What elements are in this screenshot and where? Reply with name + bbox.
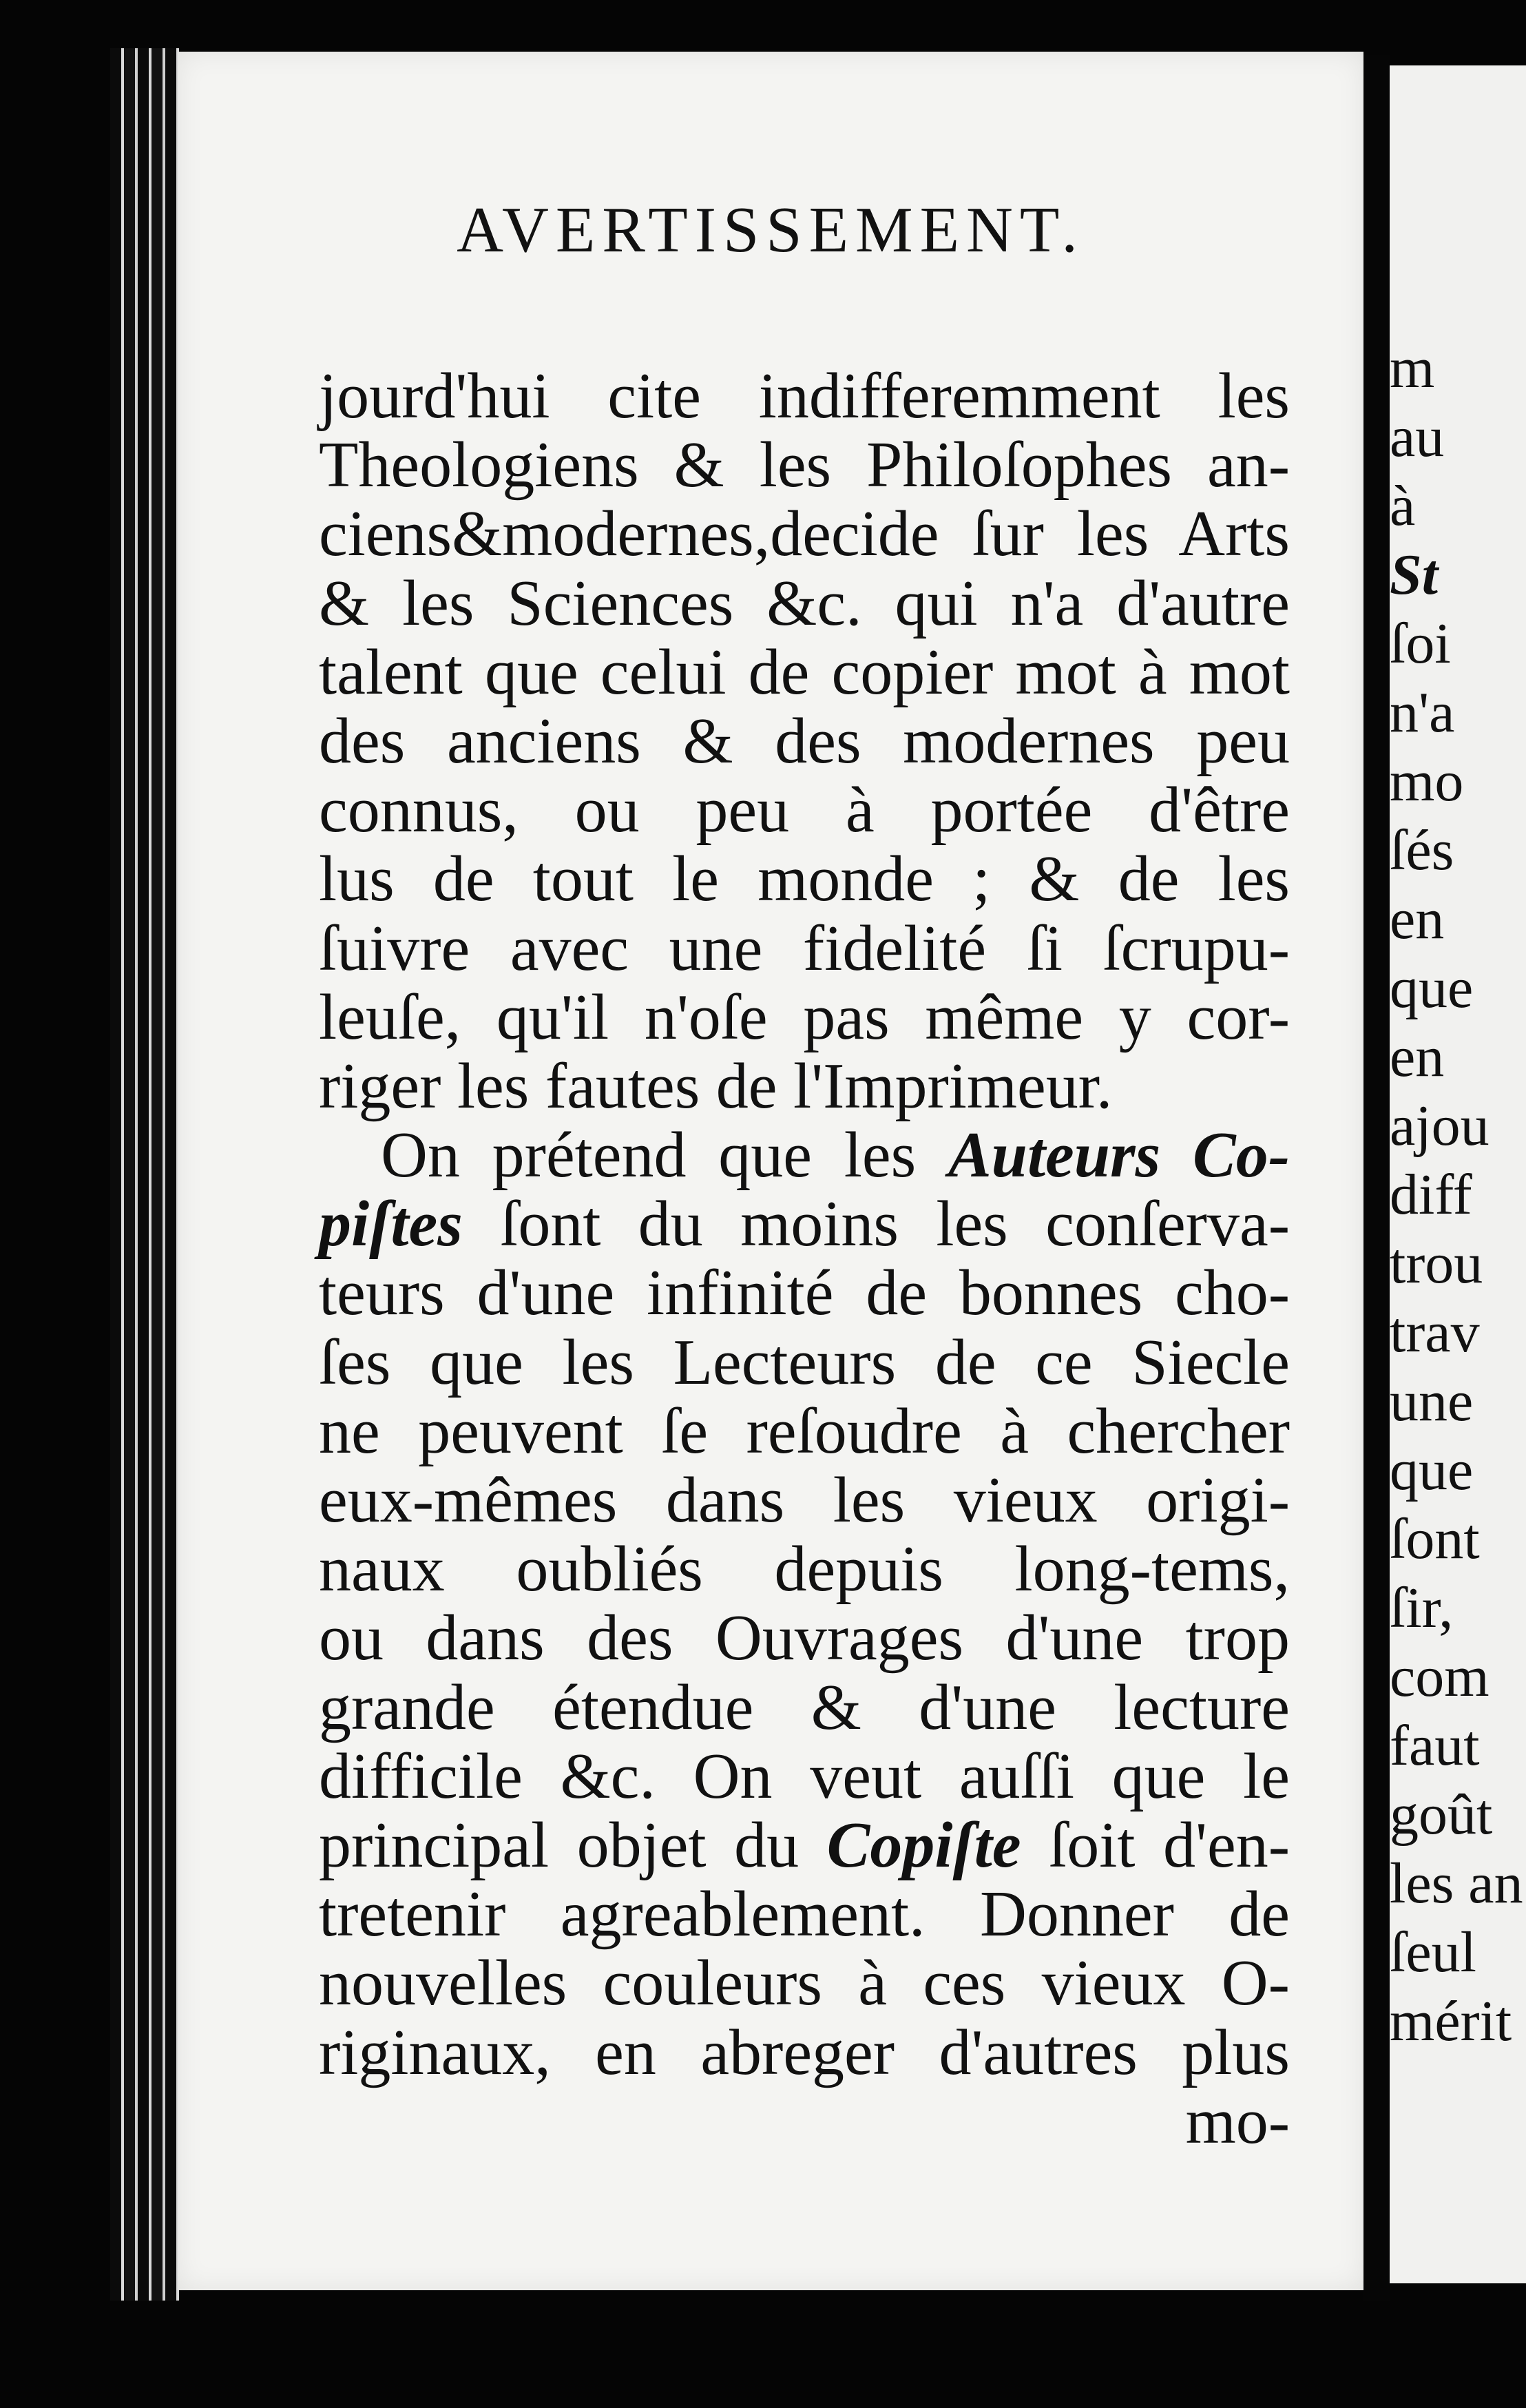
text-line: connus, ou peu à portée d'être xyxy=(319,774,1290,847)
text-line: grande étendue & d'une lecture xyxy=(319,1671,1290,1743)
adjacent-page-text xyxy=(1390,334,1526,2056)
adjacent-text-line: en xyxy=(1390,887,1445,951)
text-line: eux-mêmes dans les vieux origi- xyxy=(319,1464,1290,1536)
text-line: ou dans des Ouvrages d'une trop xyxy=(319,1602,1290,1674)
adjacent-text-line: ſont xyxy=(1390,1507,1480,1571)
text-line: ciens&modernes,decide ſur les Arts xyxy=(319,498,1290,570)
adjacent-text-line: ſés xyxy=(1390,818,1454,882)
text-line: riginaux, en abreger d'autres plus xyxy=(319,2016,1290,2088)
text-line: ſes que les Lecteurs de ce Siecle xyxy=(319,1326,1290,1398)
adjacent-text-line: à xyxy=(1390,474,1416,538)
text-line: talent que celui de copier mot à mot xyxy=(319,636,1290,708)
text-line: lus de tout le monde ; & de les xyxy=(319,843,1290,915)
text-line: teurs d'une infinité de bonnes cho- xyxy=(319,1257,1290,1329)
italic-term: piſtes xyxy=(319,1188,463,1260)
adjacent-text-line: trou xyxy=(1390,1232,1483,1296)
adjacent-text-line: St xyxy=(1390,543,1439,607)
adjacent-text-line: que xyxy=(1390,956,1474,1020)
page-header: AVERTISSEMENT. xyxy=(457,194,1085,266)
text-line-with-italic: piſtes ſont du moins les conſerva- xyxy=(319,1188,1290,1260)
adjacent-text-line: trav xyxy=(1390,1300,1480,1364)
text-line: naux oubliés depuis long-tems, xyxy=(319,1533,1290,1606)
adjacent-text-line: com xyxy=(1390,1645,1490,1709)
text-line: & les Sciences &c. qui n'a d'autre xyxy=(319,567,1290,639)
text-line: jourd'hui cite indifferemment les xyxy=(319,360,1290,432)
text-line: difficile &c. On veut auſſi que le xyxy=(319,1740,1290,1812)
text-line-with-italic: principal objet du Copiſte ſoit d'en- xyxy=(319,1809,1290,1881)
text-line: nouvelles couleurs à ces vieux O- xyxy=(319,1947,1290,2020)
adjacent-text-line: mérit xyxy=(1390,1989,1512,2053)
italic-term: Auteurs Co- xyxy=(948,1119,1290,1192)
adjacent-text-line: une xyxy=(1390,1369,1474,1433)
adjacent-text-line: que xyxy=(1390,1438,1474,1502)
adjacent-text-line: en xyxy=(1390,1025,1445,1089)
text-line: leuſe, qu'il n'oſe pas même y cor- xyxy=(319,981,1290,1053)
adjacent-text-line: ſeul xyxy=(1390,1920,1476,1984)
text-line: riger les fautes de l'Imprimeur. xyxy=(319,1050,1113,1122)
adjacent-text-line: diff xyxy=(1390,1163,1472,1227)
text-line: tretenir agreablement. Donner de xyxy=(319,1878,1290,1951)
text-line-with-italic: On prétend que les Auteurs Co- xyxy=(381,1119,1290,1192)
adjacent-text-line: mo xyxy=(1390,749,1464,813)
adjacent-text-line: goût xyxy=(1390,1783,1493,1847)
adjacent-text-line: ajou xyxy=(1390,1094,1490,1158)
text-line: ſuivre avec une fidelité ſi ſcrupu- xyxy=(319,912,1290,984)
adjacent-text-line: ſoi xyxy=(1390,612,1451,676)
adjacent-text-line: m xyxy=(1390,336,1435,400)
text-line: Theologiens & les Philoſophes an- xyxy=(319,429,1290,501)
adjacent-text-line: au xyxy=(1390,405,1445,469)
adjacent-text-line: faut xyxy=(1390,1714,1480,1778)
page-gap-shadow xyxy=(1363,55,1390,2301)
text-line: des anciens & des modernes peu xyxy=(319,705,1290,777)
adjacent-text-line: n'a xyxy=(1390,681,1455,745)
catchword: mo- xyxy=(1185,2085,1290,2157)
adjacent-page-fragment xyxy=(1390,65,1526,2283)
italic-term: Copiſte xyxy=(826,1809,1021,1881)
book-binding-edge xyxy=(110,48,179,2301)
adjacent-text-line: ſir, xyxy=(1390,1576,1454,1640)
book-page xyxy=(178,52,1363,2290)
text-line: ne peuvent ſe reſoudre à chercher xyxy=(319,1395,1290,1467)
adjacent-text-line: les an xyxy=(1390,1851,1523,1916)
page-body-text xyxy=(319,362,1290,2156)
